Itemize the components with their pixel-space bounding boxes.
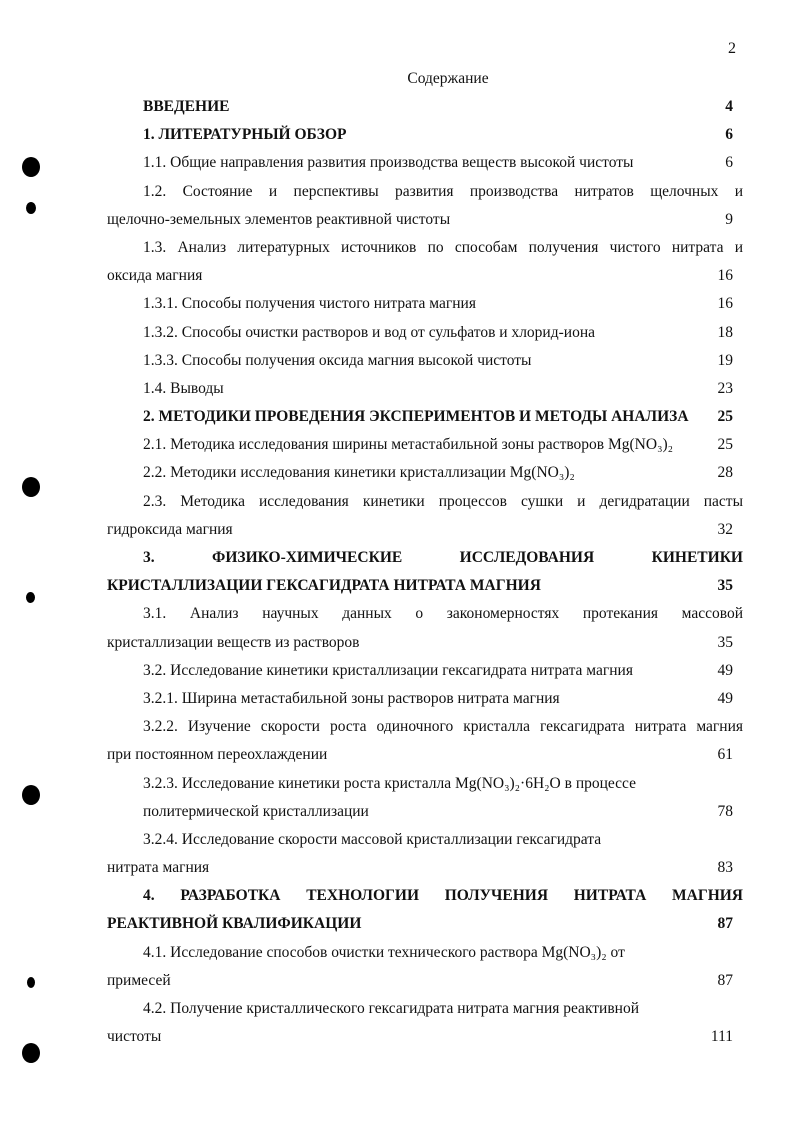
toc-entry-text: КРИСТАЛЛИЗАЦИИ ГЕКСАГИДРАТА НИТРАТА МАГНИЯ [107,577,541,595]
toc-page-number: 18 [717,323,733,341]
toc-entry-text: РЕАКТИВНОЙ КВАЛИФИКАЦИИ [107,915,362,933]
toc-page-number: 28 [717,464,733,482]
binding-hole [26,592,35,603]
toc-entry-text: 4. РАЗРАБОТКА ТЕХНОЛОГИИ ПОЛУЧЕНИЯ НИТРАТА МАГНИЯ [143,887,743,905]
toc-line [107,910,743,938]
toc-entry-text: ВВЕДЕНИЕ [143,98,230,115]
toc-entry-text: 3.2.3. Исследование кинетики роста кристалла Mg(NO₃)₂·6H₂O в процессе [143,774,637,792]
toc-entry-text: 1.2. Состояние и перспективы развития производства нитратов щелочных и [143,182,743,200]
toc-line [107,798,743,826]
toc-entry-text: 1.3.2. Способы очистки растворов и вод от сульфатов и хлорид-иона [143,323,595,341]
toc-line [107,459,743,487]
page-title: Содержание [407,70,489,87]
toc-line [107,290,743,318]
toc-page-number: 35 [717,633,733,651]
toc-line [107,347,743,375]
toc-line [107,826,743,854]
toc-entry-text: 2.2. Методики исследования кинетики кристаллизации Mg(NO₃)₂ [143,464,575,482]
toc-line [107,431,743,459]
toc-line [107,713,743,741]
toc-entry-text: 3.2.4. Исследование скорости массовой кристаллизации гексагидрата [143,830,602,848]
toc-line [107,375,743,403]
toc-line [107,1023,743,1051]
toc-line [107,93,743,121]
toc-line [107,403,743,431]
toc-page-number: 87 [717,915,733,933]
toc-page-number: 49 [717,689,733,707]
toc-page-number: 111 [710,1028,733,1046]
toc-entry-text: 4.2. Получение кристаллического гексагидрата нитрата магния реактивной [143,1000,639,1017]
toc-entry-text: 3.1. Анализ научных данных о закономерностях протекания массовой [143,605,743,623]
binding-hole [22,157,40,177]
binding-hole [22,477,40,497]
toc-page-number: 35 [717,577,733,595]
toc-page-number: 32 [717,520,733,538]
toc-page-number: 25 [717,436,733,454]
toc-entry-text: оксида магния [107,267,203,285]
toc-entry-text: щелочно-земельных элементов реактивной чистоты [107,210,451,228]
toc-page-number: 19 [717,351,733,369]
binding-hole [27,977,35,988]
binding-hole [22,785,40,805]
toc-entry-text: нитрата магния [107,859,210,877]
toc-entry-text: 2.1. Методика исследования ширины метастабильной зоны растворов Mg(NO₃)₂ [143,436,674,454]
toc-page-number: 4 [725,98,733,115]
toc-page-number: 23 [717,379,733,397]
toc-line [107,319,743,347]
toc-line [107,488,743,516]
toc-entry-text: 3. ФИЗИКО-ХИМИЧЕСКИЕ ИССЛЕДОВАНИЯ КИНЕТИКИ [143,549,743,566]
toc-entry-text: чистоты [107,1028,162,1046]
toc-page-number: 9 [725,210,733,228]
toc-entry-text: 3.2.1. Ширина метастабильной зоны растворов нитрата магния [143,689,560,707]
toc-entry-text: 1.4. Выводы [143,379,224,397]
toc-page-number: 83 [717,859,733,877]
toc-line [107,741,743,769]
toc-line [107,629,743,657]
toc-page-number: 87 [717,971,733,989]
toc-page-number: 61 [717,746,733,764]
toc-page-number: 6 [725,126,733,144]
toc-line [107,939,743,967]
toc-entry-text: гидроксида магния [107,520,233,538]
toc-entry-text: 3.2.2. Изучение скорости роста одиночного кристалла гексагидрата нитрата магния [143,718,743,736]
table-of-contents [107,93,743,1051]
toc-entry-text: 4.1. Исследование способов очистки технического раствора Mg(NO₃)₂ от [143,943,625,961]
toc-line [107,572,743,600]
toc-entry-text: кристаллизации веществ из растворов [107,633,360,651]
toc-line [107,544,743,572]
toc-entry-text: 1.3.1. Способы получения чистого нитрата магния [143,295,476,313]
toc-line [107,967,743,995]
toc-entry-text: 2.3. Методика исследования кинетики процессов сушки и дегидратации пасты [143,492,743,510]
toc-page-number: 25 [717,408,733,426]
toc-entry-text: 1. ЛИТЕРАТУРНЫЙ ОБЗОР [143,126,347,144]
toc-entry-text: 3.2. Исследование кинетики кристаллизации гексагидрата нитрата магния [143,661,633,679]
toc-entry-text: 1.3.3. Способы получения оксида магния высокой чистоты [143,351,532,369]
toc-line [107,149,743,177]
toc-line [107,121,743,149]
toc-line [107,206,743,234]
toc-line [107,685,743,713]
toc-line [107,516,743,544]
toc-line [107,995,743,1023]
toc-entry-text: 1.1. Общие направления развития производства веществ высокой чистоты [143,154,634,172]
toc-entry-text: 1.3. Анализ литературных источников по способам получения чистого нитрата и [143,238,743,256]
toc-line [107,178,743,206]
binding-hole [22,1043,40,1063]
toc-entry-text: политермической кристаллизации [143,802,369,820]
binding-hole [26,202,36,214]
toc-line [107,600,743,628]
toc-page-number: 6 [725,154,733,172]
toc-entry-text: примесей [107,971,171,989]
toc-page-number: 49 [717,661,733,679]
page-number: 2 [728,40,736,57]
toc-page-number: 16 [717,267,733,285]
toc-line [107,262,743,290]
toc-entry-text: 2. МЕТОДИКИ ПРОВЕДЕНИЯ ЭКСПЕРИМЕНТОВ И МЕТОДЫ АНАЛИЗА [143,408,689,426]
toc-line [107,882,743,910]
toc-line [107,234,743,262]
toc-page-number: 16 [717,295,733,313]
toc-line [107,770,743,798]
toc-line [107,657,743,685]
toc-page-number: 78 [717,802,733,820]
toc-line [107,854,743,882]
toc-entry-text: при постоянном переохлаждении [107,746,328,764]
